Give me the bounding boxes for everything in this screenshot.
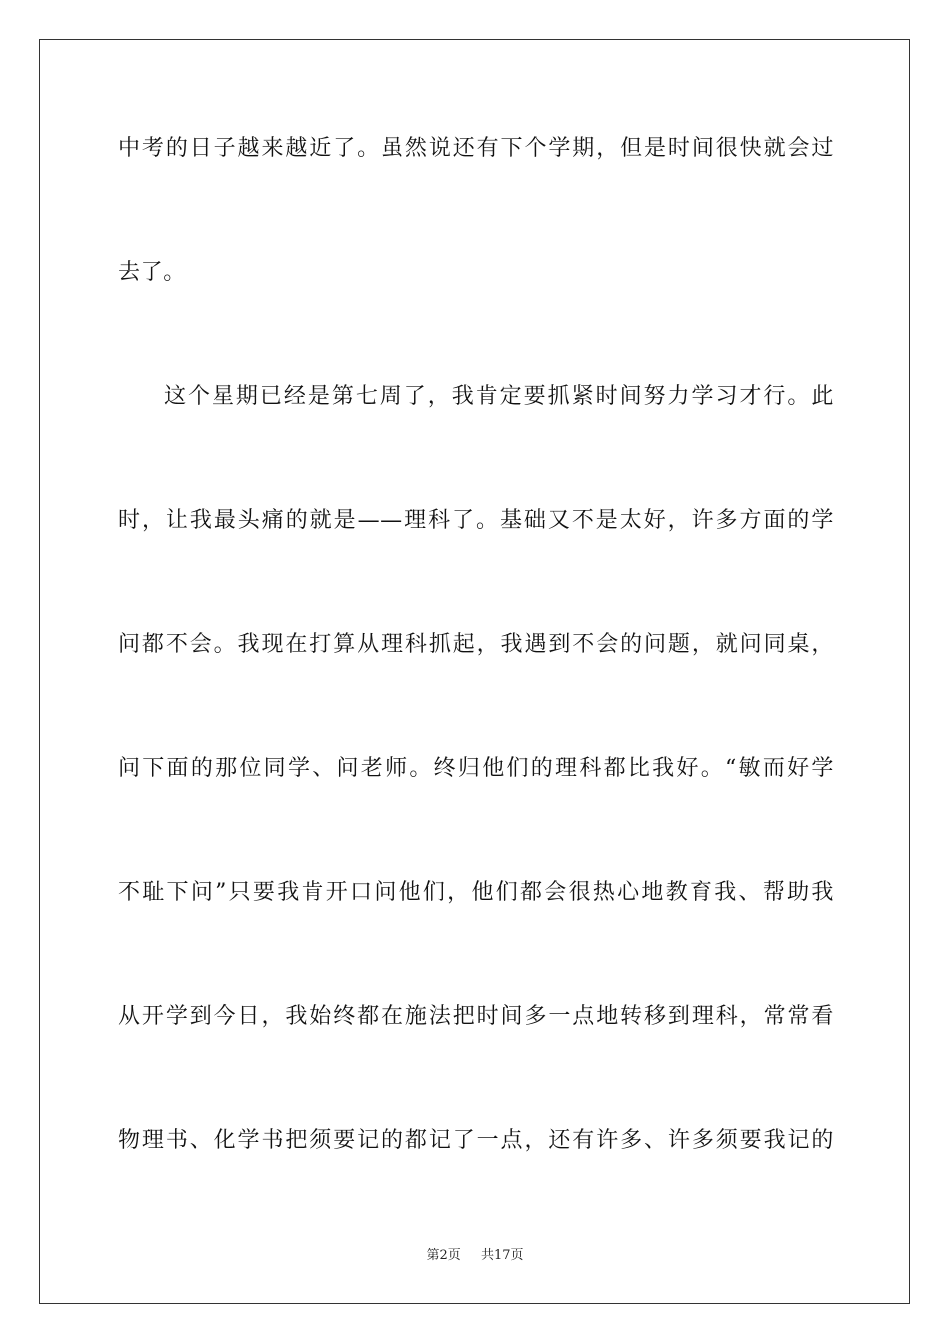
total-page-count: 共17页 — [481, 1248, 524, 1263]
text-line: 从开学到今日，我始终都在施法把时间多一点地转移到理科，常常看 — [118, 1004, 834, 1029]
text-line: 时，让我最头痛的就是——理科了。基础又不是太好，许多方面的学 — [118, 508, 834, 533]
page-footer — [0, 1244, 950, 1263]
current-page-number: 第2页 — [426, 1248, 461, 1263]
paragraph-start-line: 这个星期已经是第七周了，我肯定要抓紧时间努力学习才行。此 — [164, 384, 834, 409]
text-line: 中考的日子越来越近了。虽然说还有下个学期，但是时间很快就会过 — [118, 136, 834, 161]
text-line: 不耻下问”只要我肯开口问他们，他们都会很热心地教育我、帮助我 — [118, 880, 834, 905]
text-line: 问下面的那位同学、问老师。终归他们的理科都比我好。“敏而好学 — [118, 756, 834, 781]
document-body — [118, 119, 834, 1235]
text-line: 物理书、化学书把须要记的都记了一点，还有许多、许多须要我记的 — [118, 1128, 834, 1153]
text-line: 去了。 — [118, 260, 186, 285]
text-line: 问都不会。我现在打算从理科抓起，我遇到不会的问题，就问同桌， — [118, 632, 834, 657]
